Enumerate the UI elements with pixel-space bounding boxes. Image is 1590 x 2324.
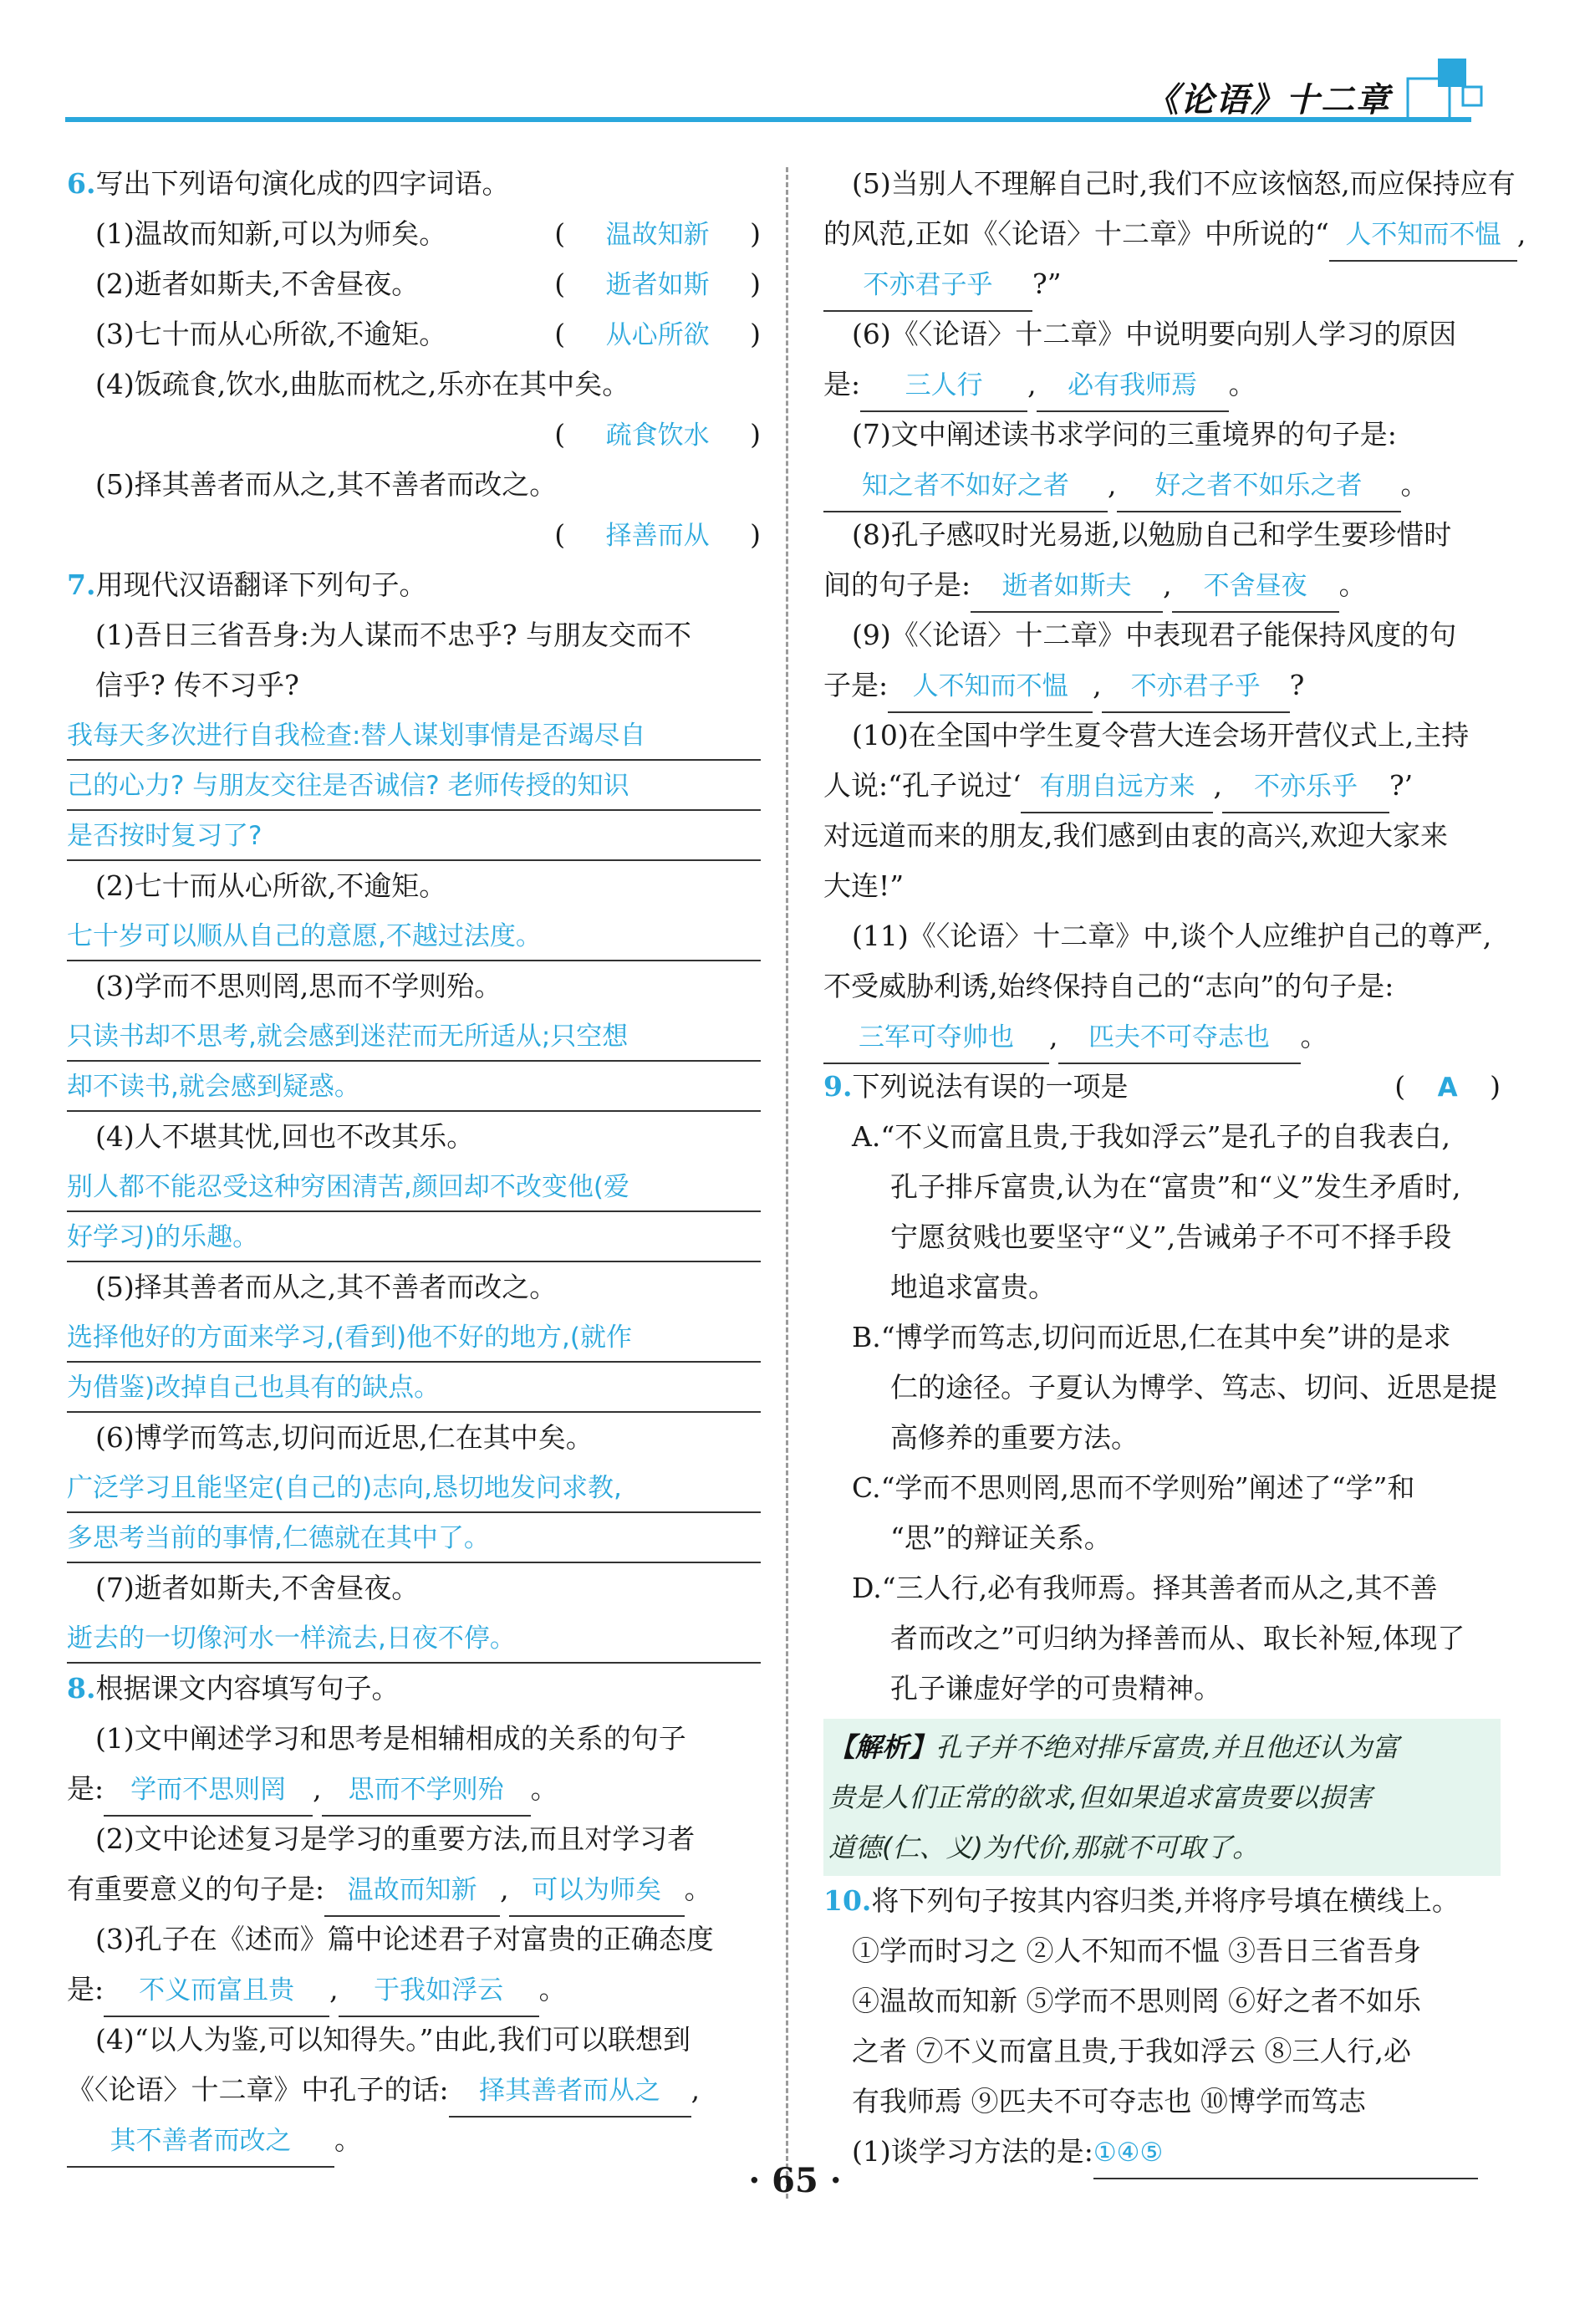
q8-blank: 必有我师焉 bbox=[1037, 360, 1229, 412]
q8-item-5: (5)当别人不理解自己时,我们不应该恼怒,而应保持应有 bbox=[852, 167, 1516, 200]
question-9-stem: 9.下列说法有误的一项是 ( A ) bbox=[823, 1062, 1501, 1112]
q7-answer-4: 别人都不能忍受这种穷困清苦,颜回却不改变他(爱 bbox=[67, 1162, 761, 1212]
q6-item-2: (2)逝者如斯夫,不舍昼夜。 ( 逝者如斯 ) bbox=[67, 259, 761, 309]
corner-decoration bbox=[1404, 54, 1485, 122]
q9-option-c: “思”的辩证关系。 bbox=[890, 1521, 1112, 1554]
q6-answer-3: 从心所欲 bbox=[605, 320, 710, 350]
q8-blank: 三军可夺帅也 bbox=[823, 1012, 1049, 1064]
q8-item-1-blanks: 是: 学而不思则罔 , 思而不学则殆 。 bbox=[67, 1764, 761, 1814]
q9-option-d: D.“三人行,必有我师焉。择其善者而从之,其不善 bbox=[852, 1572, 1438, 1604]
running-header-title: 《论语》十二章 bbox=[1145, 80, 1391, 120]
q9-option-d: 者而改之”可归纳为择善而从、取长补短,体现了 bbox=[890, 1622, 1465, 1654]
q9-option-a: A.“不义而富且贵,于我如浮云”是孔子的自我表白, bbox=[852, 1120, 1451, 1153]
q8-item-4-blank-a: 《〈论语〉十二章》中孔子的话: 择其善者而从之 , bbox=[67, 2065, 761, 2115]
q8-item-11-blanks: 三军可夺帅也 , 匹夫不可夺志也 。 bbox=[823, 1012, 1501, 1062]
q7-answer-5: 为借鉴)改掉自己也具有的缺点。 bbox=[67, 1363, 761, 1413]
q9-option-b: B.“博学而笃志,切问而近思,仁在其中矣”讲的是求 bbox=[852, 1321, 1451, 1353]
q8-item-10: (10)在全国中学生夏令营大连会场开营仪式上,主持 bbox=[852, 719, 1470, 752]
q10-sentence-list: 有我师焉 ⑨匹夫不可夺志也 ⑩博学而笃志 bbox=[852, 2085, 1366, 2118]
q6-item-4: (4)饭疏食,饮水,曲肱而枕之,乐亦在其中矣。 bbox=[95, 368, 630, 400]
right-column bbox=[823, 159, 1526, 2177]
column-divider bbox=[786, 167, 788, 2199]
q8-item-10-cont: 大连!” bbox=[823, 869, 905, 902]
q9-option-a: 地追求富贵。 bbox=[890, 1271, 1056, 1303]
q7-answer-1: 我每天多次进行自我检查:替人谋划事情是否竭尽自 bbox=[67, 711, 761, 761]
q8-item-7-blanks: 知之者不如好之者 , 好之者不如乐之者 。 bbox=[823, 460, 1501, 510]
question-8-stem: 8.根据课文内容填写句子。 bbox=[67, 1672, 400, 1705]
q8-blank: 不亦乐乎 bbox=[1222, 762, 1389, 813]
q7-item-2-text: (2)七十而从心所欲,不逾矩。 bbox=[95, 869, 447, 902]
q7-answer-2: 七十岁可以顺从自己的意愿,不越过法度。 bbox=[67, 911, 761, 961]
q9-option-d: 孔子谦虚好学的可贵精神。 bbox=[890, 1672, 1221, 1705]
q10-sub-1: (1)谈学习方法的是:①④⑤ bbox=[823, 2127, 1501, 2177]
q7-answer-1: 己的心力? 与朋友交往是否诚信? 老师传授的知识 bbox=[67, 761, 761, 811]
q6-item-4-answer-row: ( 疏食饮水 ) bbox=[67, 410, 761, 460]
q7-item-3-text: (3)学而不思则罔,思而不学则殆。 bbox=[95, 970, 502, 1002]
q7-answer-4: 好学习)的乐趣。 bbox=[67, 1212, 761, 1262]
q6-item-5-answer-row: ( 择善而从 ) bbox=[67, 510, 761, 560]
question-10-stem: 10.将下列句子按其内容归类,并将序号填在横线上。 bbox=[823, 1884, 1460, 1917]
q8-blank: 匹夫不可夺志也 bbox=[1058, 1012, 1301, 1064]
q7-answer-6: 多思考当前的事情,仁德就在其中了。 bbox=[67, 1513, 761, 1563]
q6-answer-1: 温故知新 bbox=[605, 220, 710, 250]
q8-blank: 不义而富且贵 bbox=[104, 1965, 329, 2017]
q8-blank: 好之者不如乐之者 bbox=[1117, 461, 1401, 512]
q9-option-a: 宁愿贫贱也要坚守“义”,告诫弟子不可不择手段 bbox=[890, 1221, 1452, 1253]
q8-item-7: (7)文中阐述读书求学问的三重境界的句子是: bbox=[852, 418, 1397, 451]
q7-item-1-text: 信乎? 传不习乎? bbox=[95, 669, 299, 701]
q8-item-4-blank-b: 其不善者而改之 。 bbox=[67, 2115, 761, 2165]
q7-item-6-text: (6)博学而笃志,切问而近思,仁在其中矣。 bbox=[95, 1421, 594, 1454]
q9-option-c: C.“学而不思则罔,思而不学则殆”阐述了“学”和 bbox=[852, 1471, 1415, 1504]
q8-item-6: (6)《〈论语〉十二章》中说明要向别人学习的原因 bbox=[852, 318, 1457, 350]
q8-blank: 学而不思则罔 bbox=[104, 1765, 313, 1817]
q6-item-3: (3)七十而从心所欲,不逾矩。 ( 从心所欲 ) bbox=[67, 309, 761, 359]
q8-item-6-blanks: 是: 三人行 , 必有我师焉 。 bbox=[823, 359, 1501, 410]
q8-blank: 择其善者而从之 bbox=[449, 2066, 691, 2118]
q8-item-3: (3)孔子在《述而》篇中论述君子对富贵的正确态度 bbox=[95, 1923, 714, 1955]
q8-item-4: (4)“以人为鉴,可以知得失。”由此,我们可以联想到 bbox=[95, 2023, 691, 2056]
q8-blank: 思而不学则殆 bbox=[322, 1765, 531, 1817]
analysis-tag: 【解析】 bbox=[828, 1731, 936, 1763]
q8-blank: 不舍昼夜 bbox=[1172, 561, 1339, 613]
question-7-stem: 7.用现代汉语翻译下列句子。 bbox=[67, 568, 427, 601]
q8-item-3-blanks: 是: 不义而富且贵 , 于我如浮云 。 bbox=[67, 1965, 761, 2015]
q7-answer-7: 逝去的一切像河水一样流去,日夜不停。 bbox=[67, 1613, 761, 1664]
q8-blank: 不亦君子乎 bbox=[823, 260, 1032, 312]
q9-option-a: 孔子排斥富贵,认为在“富贵”和“义”发生矛盾时, bbox=[890, 1170, 1461, 1203]
q6-answer-4: 疏食饮水 bbox=[605, 420, 710, 451]
page-number: · 65 · bbox=[748, 2161, 842, 2200]
q8-blank: 人不知而不愠 bbox=[888, 661, 1093, 713]
q8-blank: 知之者不如好之者 bbox=[823, 461, 1108, 512]
q10-sentence-list: 之者 ⑦不义而富且贵,于我如浮云 ⑧三人行,必 bbox=[852, 2035, 1411, 2067]
q7-item-4-text: (4)人不堪其忧,回也不改其乐。 bbox=[95, 1120, 475, 1153]
q7-answer-3: 只读书却不思考,就会感到迷茫而无所适从;只空想 bbox=[67, 1012, 761, 1062]
q8-blank: 其不善者而改之 bbox=[67, 2116, 334, 2168]
q7-item-5-text: (5)择其善者而从之,其不善者而改之。 bbox=[95, 1271, 558, 1303]
q8-blank: 不亦君子乎 bbox=[1102, 661, 1290, 713]
q9-answer: A bbox=[1437, 1073, 1458, 1103]
q8-item-8-blanks: 间的句子是: 逝者如斯夫 , 不舍昼夜 。 bbox=[823, 560, 1501, 610]
q8-blank: 有朋自远方来 bbox=[1021, 762, 1213, 813]
q9-analysis: 【解析】孔子并不绝对排斥富贵,并且他还认为富 贵是人们正常的欲求,但如果追求富贵要以损害 道德(仁、义)为代价,那就不可取了。 bbox=[823, 1719, 1501, 1876]
left-column bbox=[67, 159, 761, 2165]
q7-answer-6: 广泛学习且能坚定(自己的)志向,恳切地发问求教, bbox=[67, 1463, 761, 1513]
q10-answer-1: ①④⑤ bbox=[1093, 2128, 1478, 2179]
q6-answer-2: 逝者如斯 bbox=[605, 270, 710, 300]
q8-blank: 人不知而不愠 bbox=[1329, 210, 1517, 262]
q9-option-b: 高修养的重要方法。 bbox=[890, 1421, 1139, 1454]
q8-item-1: (1)文中阐述学习和思考是相辅相成的关系的句子 bbox=[95, 1722, 686, 1755]
q8-item-2-blanks: 有重要意义的句子是: 温故而知新 , 可以为师矣 。 bbox=[67, 1864, 761, 1914]
q6-answer-5: 择善而从 bbox=[605, 521, 710, 551]
q8-blank: 于我如浮云 bbox=[339, 1965, 539, 2017]
q8-item-11-cont: 不受威胁利诱,始终保持自己的“志向”的句子是: bbox=[823, 970, 1394, 1002]
q8-item-10-cont: 对远道而来的朋友,我们感到由衷的高兴,欢迎大家来 bbox=[823, 819, 1448, 852]
q8-item-11: (11)《〈论语〉十二章》中,谈个人应维护自己的尊严, bbox=[852, 920, 1492, 952]
q8-item-5-blank-b: 不亦君子乎 ?” bbox=[823, 259, 1501, 309]
q10-sentence-list: ④温故而知新 ⑤学而不思则罔 ⑥好之者不如乐 bbox=[852, 1985, 1421, 2017]
q8-item-9-blanks: 子是: 人不知而不愠 , 不亦君子乎 ? bbox=[823, 660, 1501, 711]
q8-blank: 三人行 bbox=[860, 360, 1027, 412]
q8-item-10-blanks: 人说:“孔子说过‘ 有朋自远方来 , 不亦乐乎 ?’ bbox=[823, 761, 1501, 811]
q8-blank: 温故而知新 bbox=[324, 1865, 500, 1917]
q9-option-b: 仁的途径。子夏认为博学、笃志、切问、近思是提 bbox=[890, 1371, 1497, 1404]
q7-answer-3: 却不读书,就会感到疑惑。 bbox=[67, 1062, 761, 1112]
q7-answer-5: 选择他好的方面来学习,(看到)他不好的地方,(就作 bbox=[67, 1312, 761, 1363]
q8-item-8: (8)孔子感叹时光易逝,以勉励自己和学生要珍惜时 bbox=[852, 518, 1452, 551]
q7-item-1-text: (1)吾日三省吾身:为人谋而不忠乎? 与朋友交而不 bbox=[95, 619, 692, 651]
q7-answer-1: 是否按时复习了? bbox=[67, 811, 761, 861]
q8-item-5-blank-a: 的风范,正如《〈论语〉十二章》中所说的“ 人不知而不愠 , bbox=[823, 209, 1501, 259]
q6-item-5: (5)择其善者而从之,其不善者而改之。 bbox=[95, 468, 558, 501]
q8-item-9: (9)《〈论语〉十二章》中表现君子能保持风度的句 bbox=[852, 619, 1457, 651]
q8-blank: 可以为师矣 bbox=[509, 1865, 685, 1917]
q8-item-2: (2)文中论述复习是学习的重要方法,而且对学习者 bbox=[95, 1822, 696, 1855]
q8-blank: 逝者如斯夫 bbox=[971, 561, 1163, 613]
q6-item-1: (1)温故而知新,可以为师矣。 ( 温故知新 ) bbox=[67, 209, 761, 259]
q7-item-7-text: (7)逝者如斯夫,不舍昼夜。 bbox=[95, 1572, 420, 1604]
question-6-stem: 6.写出下列语句演化成的四字词语。 bbox=[67, 167, 510, 200]
q10-sentence-list: ①学而时习之 ②人不知而不愠 ③吾日三省吾身 bbox=[852, 1934, 1421, 1967]
